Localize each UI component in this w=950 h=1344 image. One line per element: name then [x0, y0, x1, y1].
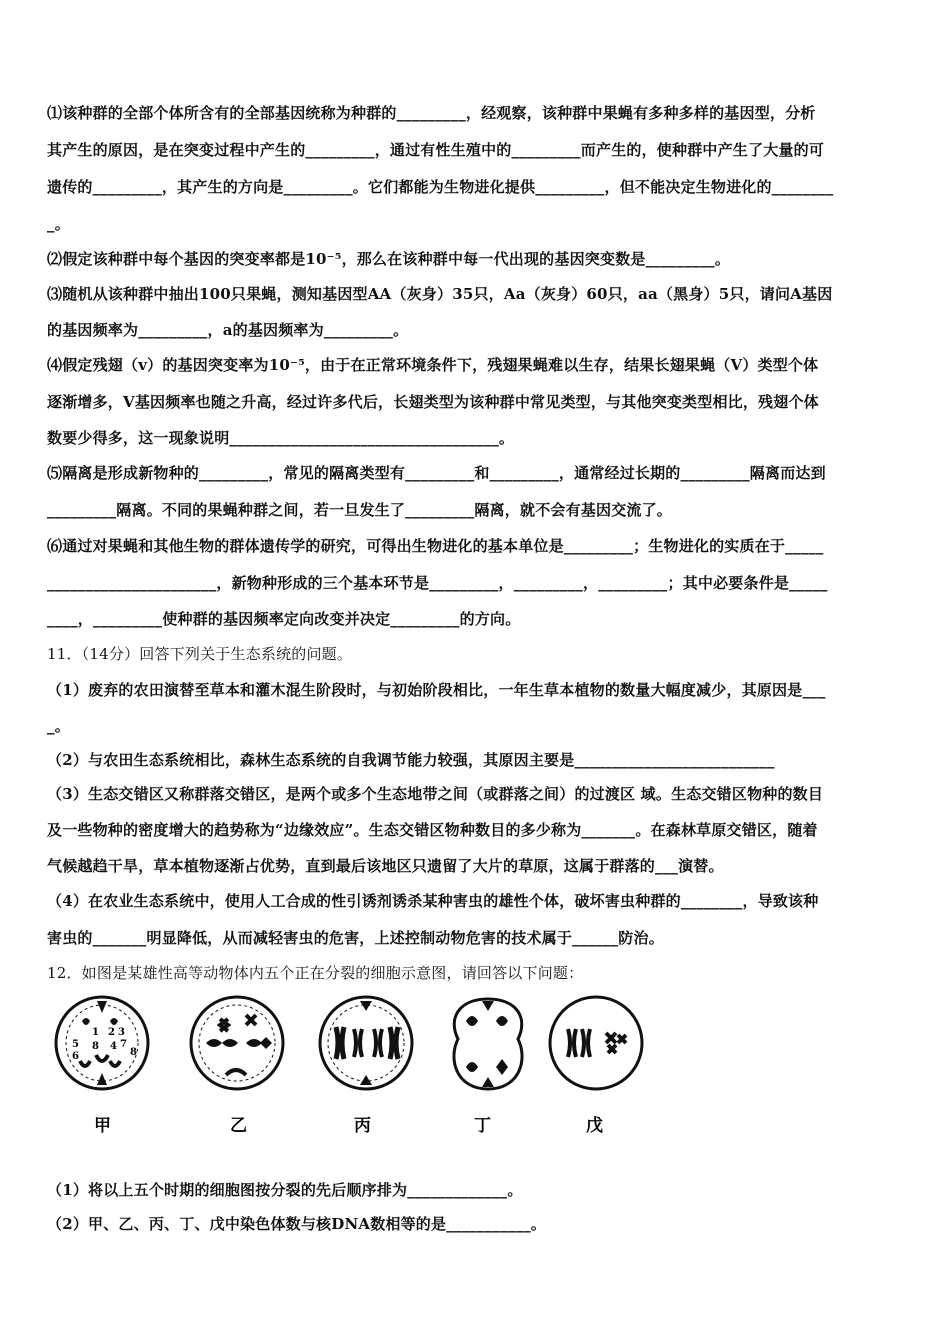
q10-p1-line2: 其产生的原因，是在突变过程中产生的_________，通过有性生殖中的_________而产生的，使种群中产生了大量的可: [47, 141, 825, 159]
label-bing: 丙: [354, 1116, 371, 1136]
q11-p4-line2: 害虫的_______明显降低，从而减轻害虫的危害，上述控制动物危害的技术属于______防治。: [47, 929, 664, 947]
q10-p5-line2: _________隔离。不同的果蝇种群之间，若一旦发生了_________隔离，就不会有基因交流了。: [47, 501, 673, 519]
q11-p3-line1: （3）生态交错区又称群落交错区，是两个或多个生态地带之间（或群落之间）的过渡区 域。生态交错区物种的数目: [47, 785, 824, 803]
q10-p6-line2: ______________________，新物种形成的三个基本环节是_________，_________，_________；其中必要条件是_____: [47, 574, 828, 592]
q11-p3-line3: 气候越趋干旱，草本植物逐渐占优势，直到最后该地区只遗留了大片的草原，这属于群落的___演替。: [47, 857, 724, 875]
chromosome-number: 5: [72, 1039, 79, 1050]
cell-yi: [191, 997, 283, 1089]
cell-division-figure: [48, 995, 648, 1145]
cell-jia: [56, 997, 148, 1089]
q10-p4-line2: 逐渐增多，V基因频率也随之升高，经过许多代后，长翅类型为该种群中常见类型，与其他突变类型相比，残翅个体: [47, 393, 819, 411]
cell-ding: [454, 999, 522, 1089]
q10-p4-line1: ⑷假定残翅（v）的基因突变率为10⁻⁵，由于在正常环境条件下，残翅果蝇难以生存，结果长翅果蝇（V）类型个体: [47, 356, 819, 374]
chromosome-number: 7: [120, 1039, 127, 1050]
label-yi: 乙: [230, 1116, 247, 1136]
q10-p1-line3: 遗传的_________，其产生的方向是_________。它们都能为生物进化提供_________，但不能决定生物进化的________: [47, 178, 834, 196]
q11-p1-line1: （1）废弃的农田演替至草本和灌木混生阶段时，与初始阶段相比，一年生草本植物的数量大幅度减少，其原因是___: [47, 681, 826, 699]
q10-p3-line2: 的基因频率为_________，a的基因频率为_________。: [47, 321, 409, 339]
chromosome-number: 1: [92, 1027, 99, 1038]
chromosome-number: 8: [92, 1041, 99, 1052]
q12-p2-line1: （2）甲、乙、丙、丁、戊中染色体数与核DNA数相等的是___________。: [47, 1215, 547, 1233]
q11-p4-line1: （4）在农业生态系统中，使用人工合成的性引诱剂诱杀某种害虫的雄性个体，破坏害虫种群的________，导致该种: [47, 892, 819, 910]
label-wu: 戊: [586, 1116, 603, 1136]
q10-p1-line1: ⑴该种群的全部个体所含有的全部基因统称为种群的_________，经观察，该种群中果蝇有多种多样的基因型，分析: [47, 104, 816, 122]
q10-p6-line1: ⑹通过对果蝇和其他生物的群体遗传学的研究，可得出生物进化的基本单位是_________；生物进化的实质在于_____: [47, 537, 824, 555]
chromosome-number: 8: [130, 1047, 137, 1058]
label-ding: 丁: [474, 1116, 491, 1136]
label-jia: 甲: [94, 1116, 111, 1136]
q11-header: 11．（14分）回答下列关于生态系统的问题。: [47, 645, 353, 663]
q12-header: 12．如图是某雄性高等动物体内五个正在分裂的细胞示意图，请回答以下问题：: [47, 964, 584, 982]
chromosome-number: 6: [72, 1051, 79, 1062]
chromosome-number: 2: [108, 1027, 115, 1038]
q10-p2-line1: ⑵假定该种群中每个基因的突变率都是10⁻⁵，那么在该种群中每一代出现的基因突变数是_________。: [47, 250, 731, 268]
q12-p1-line1: （1）将以上五个时期的细胞图按分裂的先后顺序排为_____________。: [47, 1181, 523, 1199]
chromosome-number: 3: [118, 1027, 125, 1038]
q11-p3-line2: 及一些物种的密度增大的趋势称为“边缘效应”。生态交错区物种数目的多少称为_______。在森林草原交错区，随着: [47, 821, 818, 839]
q10-p4-line3: 数要少得多，这一现象说明___________________________________。: [47, 429, 515, 447]
chromosome-number: 4: [110, 1041, 117, 1052]
q10-p1-line4: _。: [47, 215, 70, 233]
cell-wu: [550, 997, 642, 1089]
q10-p3-line1: ⑶随机从该种群中抽出100只果蝇，测知基因型AA（灰身）35只，Aa（灰身）60只，aa（黑身）5只，请问A基因: [47, 285, 833, 303]
q11-p2-line1: （2）与农田生态系统相比，森林生态系统的自我调节能力较强，其原因主要是__________________________: [47, 751, 775, 769]
q11-p1-line2: _。: [47, 717, 70, 735]
cell-bing: [320, 997, 412, 1089]
q10-p5-line1: ⑸隔离是形成新物种的_________，常见的隔离类型有_________和_________，通常经过长期的_________隔离而达到: [47, 464, 826, 482]
q10-p6-line3: ____，_________使种群的基因频率定向改变并决定_________的方向。: [47, 610, 521, 628]
